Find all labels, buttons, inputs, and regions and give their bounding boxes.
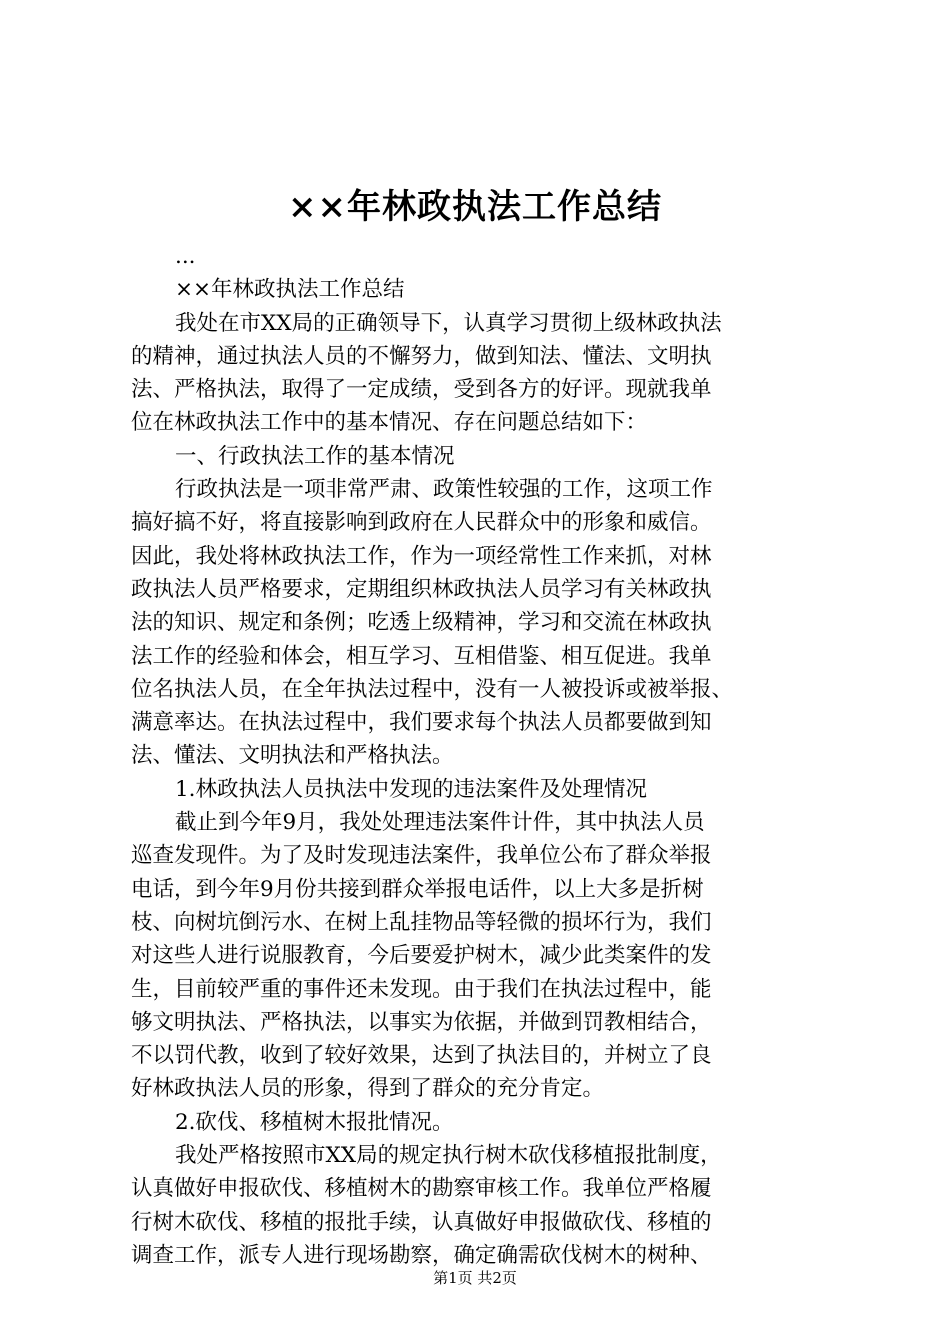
text-line: 巡查发现件。为了及时发现违法案件，我单位公布了群众举报 [131,843,712,869]
text-line: 满意率达。在执法过程中，我们要求每个执法人员都要做到知 [131,710,712,736]
text-line: 的精神，通过执法人员的不懈努力，做到知法、懂法、文明执 [131,343,712,369]
text-line: ... [175,244,196,269]
text-line: 政执法人员严格要求，定期组织林政执法人员学习有关林政执 [131,576,712,602]
document-body [131,240,831,1272]
text-line: 不以罚代教，收到了较好效果，达到了执法目的，并树立了良 [131,1043,712,1069]
text-line: 对这些人进行说服教育，今后要爱护树木，减少此类案件的发 [131,943,712,969]
text-line: 一、行政执法工作的基本情况 [175,443,455,469]
text-line: 搞好搞不好，将直接影响到政府在人民群众中的形象和威信。 [131,510,712,536]
text-line: 法工作的经验和体会，相互学习、互相借鉴、相互促进。我单 [131,643,712,669]
text-line: 因此，我处将林政执法工作，作为一项经常性工作来抓，对林 [131,543,712,569]
text-line: 1.林政执法人员执法中发现的违法案件及处理情况 [175,776,648,802]
text-line: 行政执法是一项非常严肃、政策性较强的工作，这项工作 [175,477,713,503]
text-line: 枝、向树坑倒污水、在树上乱挂物品等轻微的损坏行为，我们 [131,909,712,935]
page-footer: 第1页 共2页 [433,1269,517,1287]
text-line: 2.砍伐、移植树木报批情况。 [175,1109,454,1135]
text-line: 法、懂法、文明执法和严格执法。 [131,743,454,769]
text-line: 法、严格执法，取得了一定成绩，受到各方的好评。现就我单 [131,377,712,403]
text-line: 认真做好申报砍伐、移植树木的勘察审核工作。我单位严格履 [131,1176,712,1202]
text-line: 截止到今年9月，我处处理违法案件计件，其中执法人员 [175,810,705,836]
text-line: 位在林政执法工作中的基本情况、存在问题总结如下： [131,410,648,436]
text-line: 好林政执法人员的形象，得到了群众的充分肯定。 [131,1076,605,1102]
text-line: 法的知识、规定和条例；吃透上级精神，学习和交流在林政执 [131,610,712,636]
text-line: 行树木砍伐、移植的报批手续，认真做好申报做砍伐、移植的 [131,1209,712,1235]
text-line: 位名执法人员，在全年执法过程中，没有一人被投诉或被举报、 [131,676,734,702]
text-line: 调查工作，派专人进行现场勘察，确定确需砍伐树木的树种、 [131,1242,712,1268]
text-line: 电话，到今年9月份共接到群众举报电话件，以上大多是折树 [131,876,704,902]
text-line: 够文明执法、严格执法，以事实为依据，并做到罚教相结合， [131,1009,712,1035]
text-line: 生，目前较严重的事件还未发现。由于我们在执法过程中，能 [131,976,712,1002]
document-title: ××年林政执法工作总结 [288,187,662,227]
text-line: 我处在市XX局的正确领导下，认真学习贯彻上级林政执法 [175,310,722,336]
text-line: ××年林政执法工作总结 [175,277,405,303]
text-line: 我处严格按照市XX局的规定执行树木砍伐移植报批制度， [175,1143,722,1169]
